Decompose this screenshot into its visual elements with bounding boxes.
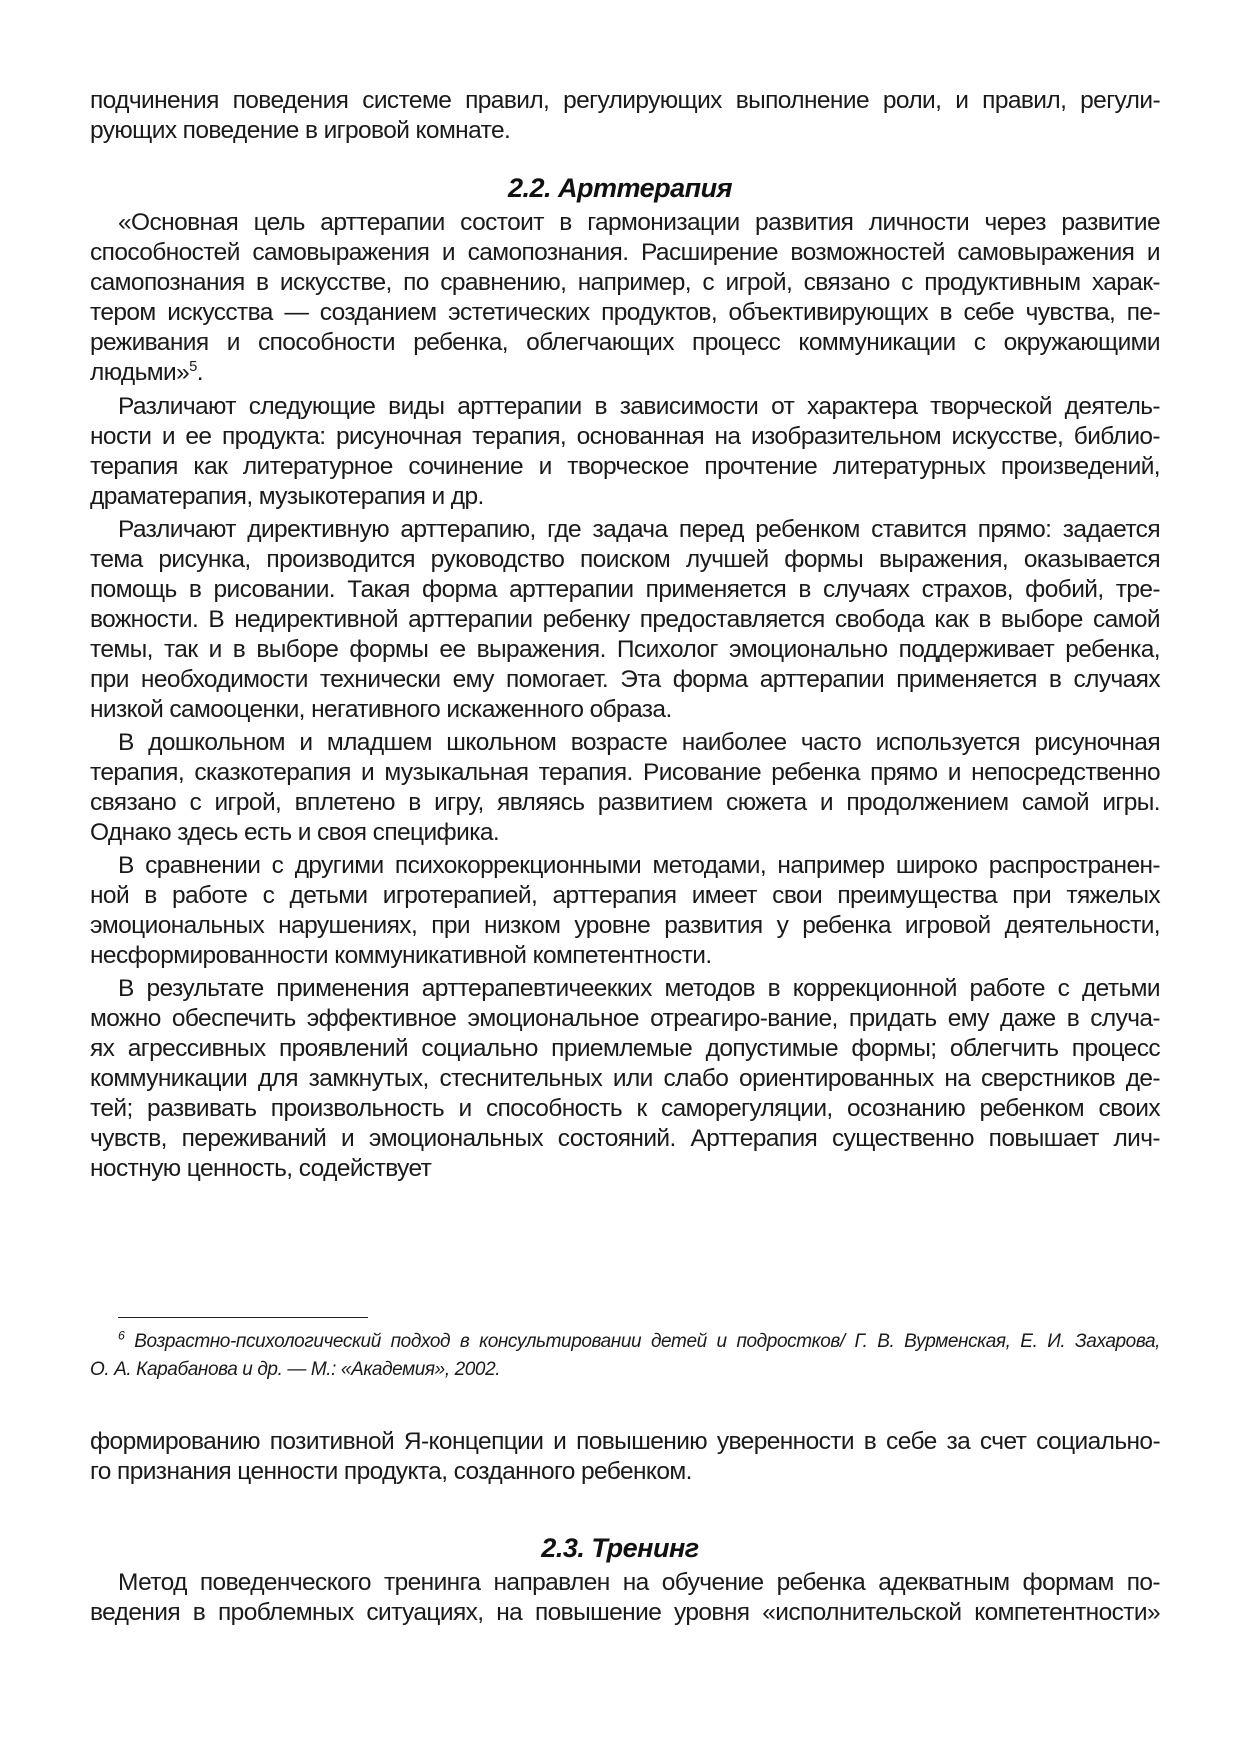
body-text-line: темы, так и в выборе формы ее выражения. Психолог эмоционально поддерживает ребенка, [90,636,1160,663]
body-text-line [90,358,1160,388]
body-text-line: несформированности коммуникативной компетентности. [90,942,712,969]
body-text-line: ностную ценность, содействует [90,1155,432,1182]
body-text-line: подчинения поведения системе правил, регулирующих выполнение роли, и правил, регули- [90,87,1160,114]
body-text-line: тема рисунка, производится руководство поиском лучшей формы выражения, оказывается [90,546,1160,573]
footnote-reference[interactable]: 5 [189,358,197,375]
body-text-line: Однако здесь есть и своя специфика. [90,819,500,846]
body-text-line: связано с игрой, вплетено в игру, являясь развитием сюжета и продолжением самой игры. [90,789,1160,816]
footnote-separator [118,1317,368,1318]
body-text-line: Метод поведенческого тренинга направлен на обучение ребенка адекватным формам по- [118,1569,1160,1596]
body-text-line: драматерапия, музыкотерапия и др. [90,483,484,510]
body-text-line: чувств, переживаний и эмоциональных состояний. Арттерапия существенно повышает лич- [90,1125,1160,1152]
body-text-line: ности и ее продукта: рисуночная терапия, основанная на изобразительном искусстве, библио- [90,423,1160,450]
punctuation: . [196,359,203,386]
body-text-line: Различают директивную арттерапию, где задача перед ребенком ставится прямо: задается [118,516,1160,543]
body-text: людьми» [90,359,190,386]
body-text-line: го признания ценности продукта, созданного ребенком. [90,1458,692,1485]
body-text-line: рующих поведение в игровой комнате. [90,117,511,144]
body-text-line: Различают следующие виды арттерапии в зависимости от характера творческой деятель- [118,393,1160,420]
body-text-line: коммуникации для замкнутых, стеснительных или слабо ориентированных на сверстников де- [90,1065,1160,1092]
body-text-line: ях агрессивных проявлений социально приемлемые допустимые формы; облегчить процесс [90,1035,1160,1062]
body-text-line: терапия как литературное сочинение и творческое прочтение литературных произведений, [90,453,1160,480]
body-text-line: самопознания в искусстве, по сравнению, например, с игрой, связано с продуктивным харак- [90,269,1160,296]
body-text-line: низкой самооценки, негативного искаженного образа. [90,696,672,723]
body-text-line: тей; развивать произвольность и способность к саморегуляции, осознанию ребенком своих [90,1095,1160,1122]
body-text-line: помощь в рисовании. Такая форма арттерапии применяется в случаях страхов, фобий, тре- [90,576,1160,603]
body-text-line: реживания и способности ребенка, облегчающих процесс коммуникации с окружающими [90,329,1160,356]
body-text-line: формированию позитивной Я-концепции и повышению уверенности в себе за счет социально- [90,1428,1160,1455]
body-text-line: эмоциональных нарушениях, при низком уровне развития у ребенка игровой деятельности, [90,912,1160,939]
body-text-line: «Основная цель арттерапии состоит в гармонизации развития личности через развитие [118,209,1160,236]
body-text-line: при необходимости технически ему помогает. Эта форма арттерапии применяется в случаях [90,666,1160,693]
footnote-line: О. А. Карабанова и др. — М.: «Академия», 2002. [90,1359,501,1380]
body-text-line: терапия, сказкотерапия и музыкальная терапия. Рисование ребенка прямо и непосредственно [90,759,1160,786]
body-text-line: ной в работе с детьми игротерапией, арттерапия имеет свои преимущества при тяжелых [90,882,1160,909]
footnote-line [118,1328,1160,1356]
footnote-marker: 6 [118,1328,125,1343]
footnote-text: Возрастно-психологический подход в консультировании детей и подростков/ Г. В. Вурменская, Е. И. Захарова, [134,1331,1160,1352]
body-text-line: В результате применения арттерапевтичеекких методов в коррекционной работе с детьми [118,975,1160,1002]
body-text-line: В сравнении с другими психокоррекционными методами, например широко распространен- [118,852,1160,879]
body-text-line: вожности. В недирективной арттерапии ребенку предоставляется свобода как в выборе самой [90,606,1160,633]
body-text-line: ведения в проблемных ситуациях, на повышение уровня «исполнительской компетентности» [90,1599,1160,1626]
body-text-line: тером искусства — созданием эстетических продуктов, объективирующих в себе чувства, пе- [90,299,1160,326]
body-text-line: можно обеспечить эффективное эмоциональное отреагиро-вание, придать ему даже в случа- [90,1005,1160,1032]
body-text-line: способностей самовыражения и самопознания. Расширение возможностей самовыражения и [90,239,1160,266]
body-text-line: В дошкольном и младшем школьном возрасте наиболее часто используется рисуночная [118,729,1160,756]
section-heading-arttherapy: 2.2. Арттерапия [507,173,733,203]
section-heading-training: 2.3. Тренинг [541,1533,699,1563]
